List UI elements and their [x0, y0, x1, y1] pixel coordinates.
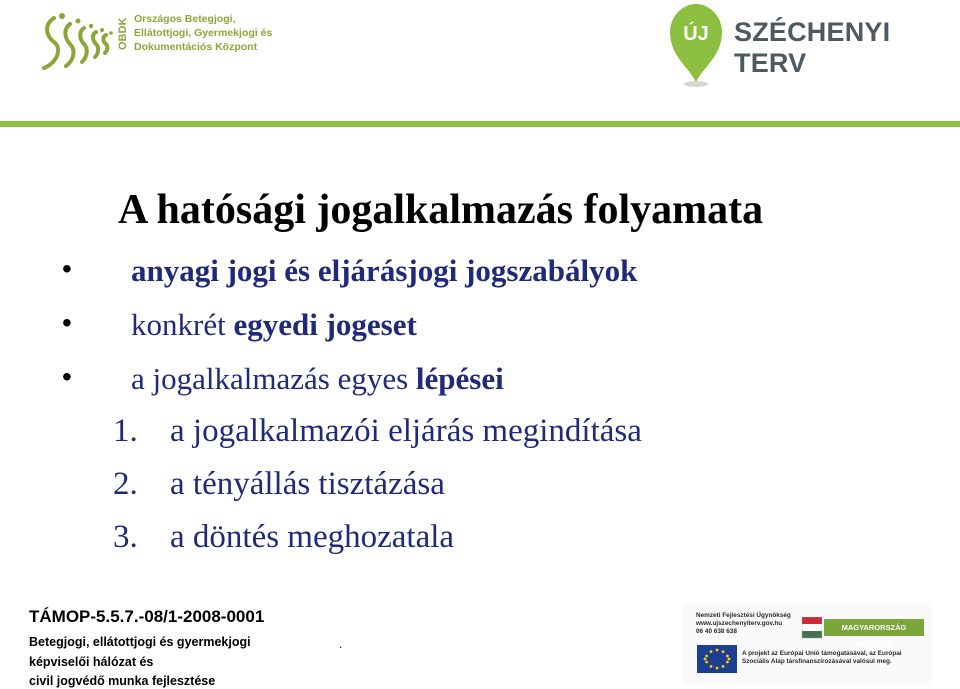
bullet-dot-icon: •: [62, 361, 72, 392]
eu-line: Szociális Alap társfinanszírozásával valósul meg.: [742, 658, 892, 665]
eu-line: A projekt az Európai Unió támogatásával, az Európai: [742, 650, 902, 657]
obdk-name-line: Dokumentációs Központ: [134, 41, 258, 53]
eu-info: [742, 650, 902, 666]
numbered-index: 2.: [113, 466, 138, 502]
eu-flag-icon: [697, 645, 737, 673]
header-divider: [0, 121, 960, 127]
szechenyi-terv-title: SZÉCHENYI TERV: [734, 17, 891, 78]
obdk-name-line: Ellátottjogi, Gyermekjogi és: [134, 27, 273, 39]
numbered-text: a döntés meghozatala: [170, 519, 455, 555]
agency-info: [696, 612, 791, 636]
obdk-name: [134, 12, 272, 54]
agency-line: Nemzeti Fejlesztési Ügynökség: [696, 612, 791, 619]
hungary-flag-icon: [802, 617, 822, 639]
agency-line: www.ujszechenyiterv.gov.hu: [696, 620, 783, 627]
obdk-name-line: Országos Betegjogi,: [134, 13, 236, 25]
project-code: TÁMOP-5.5.7.-08/1-2008-0001: [29, 607, 265, 626]
bullet-text: a jogalkalmazás egyes: [131, 361, 416, 396]
numbered-text: a jogalkalmazói eljárás megindítása: [170, 413, 642, 449]
bullet-dot-icon: •: [62, 307, 72, 338]
slide-title: A hatósági jogalkalmazás folyamata: [118, 187, 764, 233]
agency-line: 06 40 638 638: [696, 628, 737, 635]
footer-line: Betegjogi, ellátottjogi és gyermekjogi: [29, 635, 251, 649]
numbered-text: a tényállás tisztázása: [170, 466, 445, 502]
footer-line: civil jogvédő munka fejlesztése: [29, 674, 216, 688]
obdk-abbr: OBDK: [117, 17, 129, 50]
numbered-index: 3.: [113, 519, 138, 555]
uj-badge: ÚJ: [683, 23, 709, 45]
bullet-text: konkrét: [131, 307, 234, 342]
bullet-text-emphasis: egyedi jogeset: [233, 307, 417, 342]
bullet-text-emphasis: lépései: [415, 361, 504, 396]
bullet-text: anyagi jogi és eljárásjogi jogszabályok: [131, 253, 638, 288]
hungary-renews-badge: MAGYARORSZÁG MEGÚJUL: [824, 619, 924, 636]
bullet-dot-icon: •: [62, 253, 72, 284]
footer-line: képviselői hálózat és: [29, 655, 154, 669]
footer-dot: .: [339, 637, 343, 651]
numbered-index: 1.: [113, 413, 138, 449]
